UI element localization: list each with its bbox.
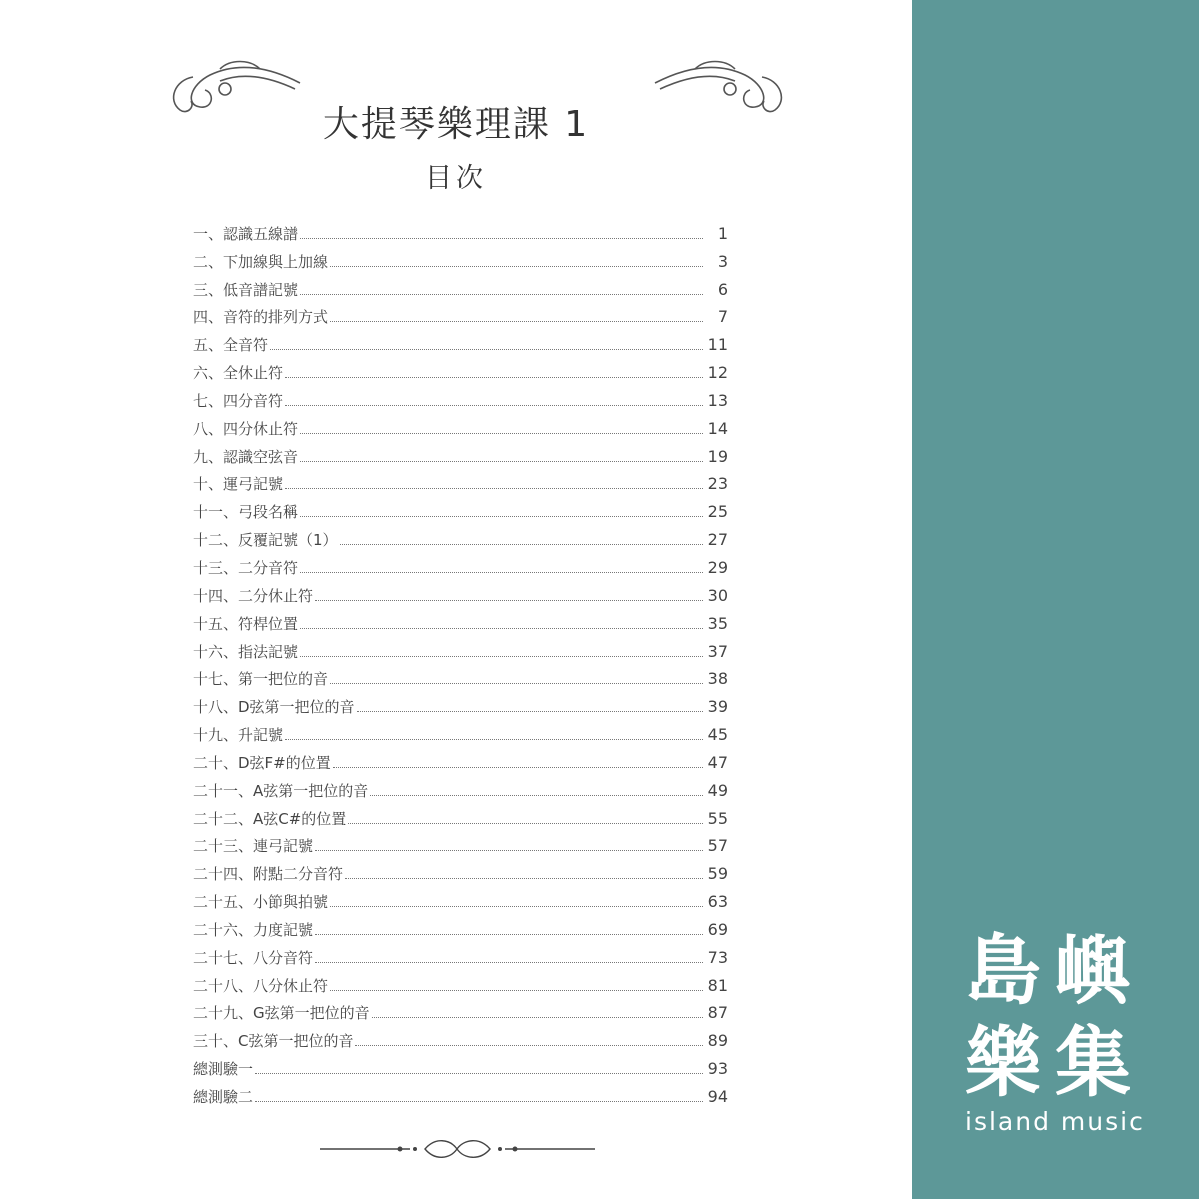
toc-entry-label: 二十九、G弦第一把位的音 — [193, 1004, 370, 1023]
toc-entry — [193, 1079, 728, 1107]
dot-leader — [285, 739, 703, 740]
toc-entry-page: 6 — [717, 279, 728, 299]
toc-entry-page: 7 — [717, 307, 728, 327]
dot-leader — [300, 656, 703, 657]
toc-entry — [193, 996, 728, 1024]
toc-entry-page: 30 — [707, 585, 728, 605]
dot-leader — [315, 934, 703, 935]
toc-entry-page: 89 — [707, 1031, 728, 1051]
dot-leader — [345, 878, 703, 879]
dot-leader — [315, 962, 703, 963]
toc-entry-page: 69 — [707, 919, 728, 939]
toc-entry-label: 十二、反覆記號（1） — [193, 531, 338, 550]
toc-entry-label: 十、運弓記號 — [193, 475, 284, 494]
island-music-logo — [965, 925, 1145, 1136]
toc-entry-page: 38 — [707, 669, 728, 689]
toc-entry — [193, 578, 728, 606]
logo-line-1: 島嶼 — [965, 926, 1145, 1015]
toc-entry-label: 二十七、八分音符 — [193, 948, 314, 967]
toc-entry — [193, 355, 728, 383]
dot-leader — [370, 795, 703, 796]
toc-heading: 目次 — [425, 163, 487, 194]
dot-leader — [255, 1101, 703, 1102]
dot-leader — [255, 1073, 703, 1074]
toc-entry — [193, 968, 728, 996]
toc-entry — [193, 884, 728, 912]
toc-entry — [193, 689, 728, 717]
dot-leader — [300, 516, 703, 517]
toc-entry-label: 十三、二分音符 — [193, 558, 299, 577]
toc-entry — [193, 467, 728, 495]
toc-entry — [193, 411, 728, 439]
dot-leader — [300, 572, 703, 573]
toc-entry — [193, 550, 728, 578]
dot-leader — [285, 405, 703, 406]
toc-entry-page: 81 — [707, 975, 728, 995]
toc-entry-label: 四、音符的排列方式 — [193, 308, 329, 327]
toc-entry-label: 六、全休止符 — [193, 364, 284, 383]
toc-entry-page: 29 — [707, 557, 728, 577]
toc-entry-label: 三十、C弦第一把位的音 — [193, 1032, 354, 1051]
toc-entry — [193, 662, 728, 690]
toc-entry-page: 14 — [707, 418, 728, 438]
toc-entry-label: 七、四分音符 — [193, 391, 284, 410]
logo-english: island music — [965, 1107, 1145, 1136]
toc-entry-label: 二十一、A弦第一把位的音 — [193, 781, 369, 800]
toc-entry-label: 十六、指法記號 — [193, 642, 299, 661]
toc-entry-page: 47 — [707, 752, 728, 772]
toc-entry-label: 二十三、連弓記號 — [193, 837, 314, 856]
toc-entry — [193, 829, 728, 857]
dot-leader — [315, 600, 703, 601]
toc-entry-label: 二十四、附點二分音符 — [193, 865, 344, 884]
dot-leader — [315, 850, 703, 851]
dot-leader — [357, 711, 703, 712]
toc-entry — [193, 634, 728, 662]
toc-entry — [193, 606, 728, 634]
toc-entry-label: 二十二、A弦C#的位置 — [193, 809, 347, 828]
dot-leader — [330, 906, 703, 907]
dot-leader — [340, 544, 703, 545]
toc-entry-page: 45 — [707, 725, 728, 745]
logo-line-2: 樂集 — [965, 1018, 1145, 1107]
toc-entry — [193, 300, 728, 328]
toc-entry-label: 十一、弓段名稱 — [193, 503, 299, 522]
toc-entry — [193, 327, 728, 355]
toc-entry — [193, 383, 728, 411]
dot-leader — [330, 321, 703, 322]
toc-entry-page: 25 — [707, 502, 728, 522]
toc-entry — [193, 856, 728, 884]
dot-leader — [285, 377, 703, 378]
toc-entry — [193, 1023, 728, 1051]
toc-entry-page: 1 — [717, 223, 728, 243]
toc-entry-label: 十九、升記號 — [193, 726, 284, 745]
dot-leader — [300, 628, 703, 629]
toc-entry-page: 73 — [707, 947, 728, 967]
toc-entry — [193, 494, 728, 522]
toc-entry-page: 11 — [707, 335, 728, 355]
toc-entry-label: 二十、D弦F#的位置 — [193, 753, 331, 772]
dot-leader — [330, 683, 703, 684]
toc-entry — [193, 272, 728, 300]
toc-entry-page: 55 — [707, 808, 728, 828]
table-of-contents — [193, 216, 728, 1107]
toc-entry-page: 87 — [707, 1003, 728, 1023]
dot-leader — [330, 266, 703, 267]
toc-entry-page: 37 — [707, 641, 728, 661]
toc-entry — [193, 439, 728, 467]
toc-entry — [193, 1051, 728, 1079]
dot-leader — [300, 238, 703, 239]
ornament-divider-icon — [320, 1135, 595, 1163]
dot-leader — [300, 294, 703, 295]
toc-entry-page: 59 — [707, 864, 728, 884]
book-title: 大提琴樂理課 1 — [322, 104, 590, 145]
toc-entry-page: 12 — [707, 363, 728, 383]
toc-entry — [193, 216, 728, 244]
toc-entry-page: 13 — [707, 390, 728, 410]
dot-leader — [270, 349, 703, 350]
toc-entry — [193, 773, 728, 801]
toc-entry-page: 35 — [707, 613, 728, 633]
toc-entry-page: 94 — [707, 1087, 728, 1106]
dot-leader — [285, 488, 703, 489]
toc-entry — [193, 912, 728, 940]
toc-entry-page: 39 — [707, 697, 728, 717]
toc-entry-label: 二十六、力度記號 — [193, 920, 314, 939]
toc-entry-label: 十八、D弦第一把位的音 — [193, 698, 355, 717]
toc-entry — [193, 801, 728, 829]
toc-entry-page: 3 — [717, 251, 728, 271]
dot-leader — [300, 461, 703, 462]
dot-leader — [372, 1017, 703, 1018]
toc-entry-label: 二、下加線與上加線 — [193, 252, 329, 271]
toc-entry-label: 三、低音譜記號 — [193, 280, 299, 299]
toc-entry — [193, 244, 728, 272]
toc-entry-label: 二十八、八分休止符 — [193, 976, 329, 995]
toc-entry — [193, 522, 728, 550]
dot-leader — [348, 823, 703, 824]
dot-leader — [300, 433, 703, 434]
toc-entry-page: 93 — [707, 1059, 728, 1079]
toc-entry-page: 57 — [707, 836, 728, 856]
toc-entry-label: 一、認識五線譜 — [193, 224, 299, 243]
toc-entry-label: 二十五、小節與拍號 — [193, 893, 329, 912]
toc-entry — [193, 717, 728, 745]
toc-entry-page: 49 — [707, 780, 728, 800]
dot-leader — [330, 990, 703, 991]
toc-entry-label: 九、認識空弦音 — [193, 447, 299, 466]
toc-entry — [193, 940, 728, 968]
toc-entry-page: 63 — [707, 892, 728, 912]
toc-entry-label: 總測驗一 — [193, 1060, 254, 1079]
toc-entry-label: 總測驗二 — [193, 1088, 254, 1106]
toc-entry-label: 十七、第一把位的音 — [193, 670, 329, 689]
toc-entry — [193, 745, 728, 773]
toc-entry-page: 27 — [707, 530, 728, 550]
toc-entry-page: 19 — [707, 446, 728, 466]
dot-leader — [355, 1045, 703, 1046]
toc-entry-label: 五、全音符 — [193, 336, 269, 355]
dot-leader — [333, 767, 703, 768]
toc-entry-label: 八、四分休止符 — [193, 419, 299, 438]
toc-entry-label: 十四、二分休止符 — [193, 586, 314, 605]
toc-entry-page: 23 — [707, 474, 728, 494]
toc-entry-label: 十五、符桿位置 — [193, 614, 299, 633]
